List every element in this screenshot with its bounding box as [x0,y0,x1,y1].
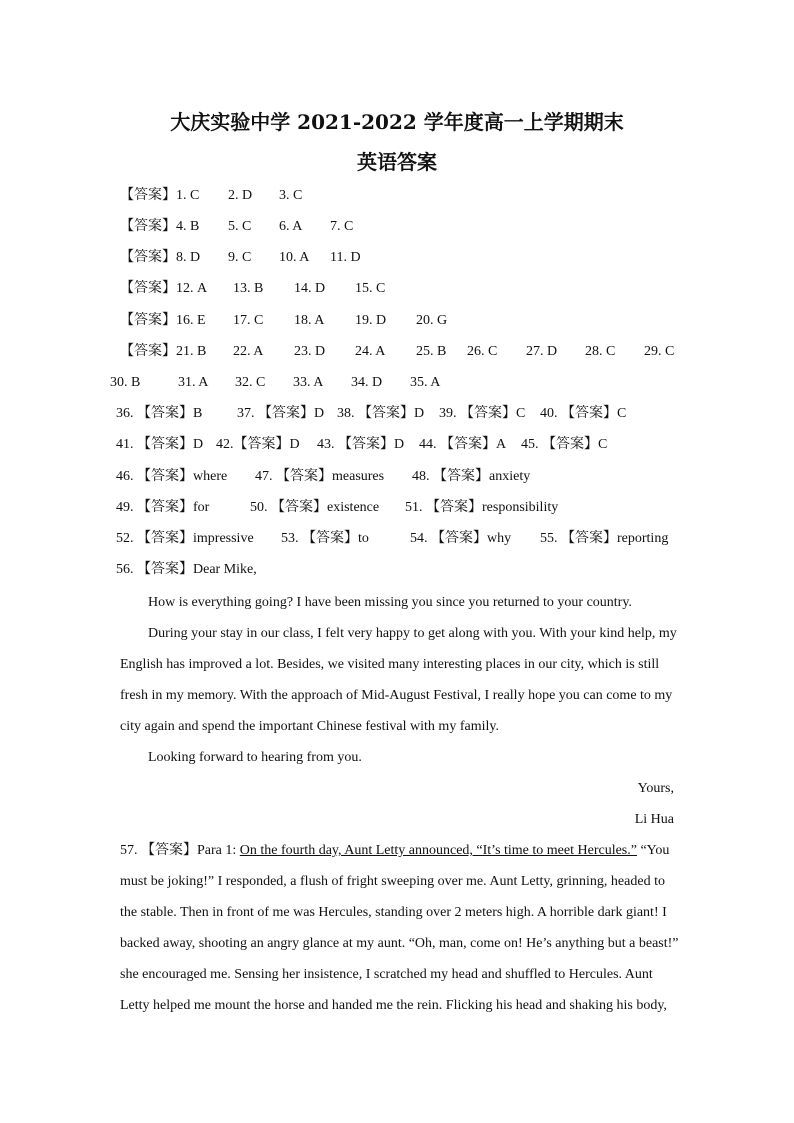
answer-item: 48. 【答案】anxiety [412,469,531,484]
answer-item: 9. C [228,250,252,265]
answer-item: 47. 【答案】measures [255,469,385,484]
answer-item: 29. C [644,344,675,359]
letter-paragraph-3: Looking forward to hearing from you. [148,750,362,765]
answer-item: 51. 【答案】responsibility [405,500,559,515]
answer-item: 32. C [235,375,266,390]
answer-item: 46. 【答案】where [116,469,228,484]
answer-item: 2. D [228,188,253,203]
answer-item: 40. 【答案】C [540,406,627,421]
answer-item: 【答案】12. A [120,281,208,296]
answer-item: 【答案】8. D [120,250,201,265]
answer-item: 5. C [228,219,252,234]
answer-item: 27. D [526,344,558,359]
answer-item: 53. 【答案】to [281,531,369,546]
document-subtitle: 英语答案 [357,150,437,174]
answer-item: 44. 【答案】A [419,437,507,452]
answer-item: 26. C [467,344,498,359]
answer-item: 22. A [233,344,264,359]
answer-item: 43. 【答案】D [317,437,405,452]
letter-paragraph-2: During your stay in our class, I felt very happy to get along with you. With your kind help, my English has improved a lot. Besides, we visited many interesting places in our city, which is still fresh in my memory. With the approach of Mid-August Festival, I really hope you can come to my city again and spend the important Chinese festival with my family. [120,626,677,734]
answer-item: 49. 【答案】for [116,500,210,515]
answer-item: 15. C [355,281,386,296]
answer-item: 7. C [330,219,354,234]
answer-item: 41. 【答案】D [116,437,204,452]
document-title: 大庆实验中学 2021-2022 学年度高一上学期期末 [170,110,624,134]
answer-item: 37. 【答案】D [237,406,325,421]
answer-item: 20. G [416,313,448,328]
answer-item: 55. 【答案】reporting [540,531,669,546]
answer-item: 17. C [233,313,264,328]
letter-closing: Yours, [637,781,674,796]
answer-item: 31. A [178,375,209,390]
answer-item: 14. D [294,281,326,296]
answer-item: 35. A [410,375,441,390]
answer-item: 54. 【答案】why [410,531,512,546]
answer-item: 11. D [330,250,361,265]
answer-item: 【答案】1. C [120,188,200,203]
answer-item: 19. D [355,313,387,328]
answer-item: 3. C [279,188,303,203]
answer-item: 39. 【答案】C [439,406,526,421]
q57-underlined-sentence: On the fourth day, Aunt Letty announced, “It’s time to meet Hercules.” [239,843,637,858]
answer-item: 24. A [355,344,386,359]
answer-item: 34. D [351,375,383,390]
answer-item: 18. A [294,313,325,328]
answer-item: 28. C [585,344,616,359]
answer-item: 10. A [279,250,310,265]
answer-item: 25. B [416,344,447,359]
answer-item: 38. 【答案】D [337,406,425,421]
answer-item: 33. A [293,375,324,390]
letter-paragraph-1: How is everything going? I have been missing you since you returned to your country. [148,595,632,610]
answer-item: 30. B [110,375,141,390]
answer-item: 56. 【答案】Dear Mike, [116,562,257,577]
answer-item: 45. 【答案】C [521,437,608,452]
answer-item: 6. A [279,219,303,234]
answer-item: 50. 【答案】existence [250,500,380,515]
letter-signature: Li Hua [634,812,674,827]
answer-item: 13. B [233,281,264,296]
answer-item: 36. 【答案】B [116,406,203,421]
q57-text: “You must be joking!” I responded, a flush of fright sweeping over me. Aunt Letty, grinning, headed to the stable. Then in front of me was Hercules, standing over 2 meters high. A horrible dark giant! I backed away, shooting an angry glance at my aunt. “Oh, man, come on! He’s anything but a beast!” she encouraged me. Sensing her insistence, I scratched my head and shuffled to Hercules. Aunt Letty helped me mount the horse and handed me the rein. Flicking his head and shaking his body, [120,843,679,1013]
answer-item: 23. D [294,344,326,359]
answer-item: 【答案】21. B [120,344,207,359]
answer-item: 42.【答案】D [216,437,300,452]
question-57-answer [120,835,680,1021]
q57-prefix: 57. 【答案】Para 1: [120,843,240,858]
answer-item: 【答案】16. E [120,313,206,328]
answer-item: 【答案】4. B [120,219,200,234]
answer-item: 52. 【答案】impressive [116,531,254,546]
